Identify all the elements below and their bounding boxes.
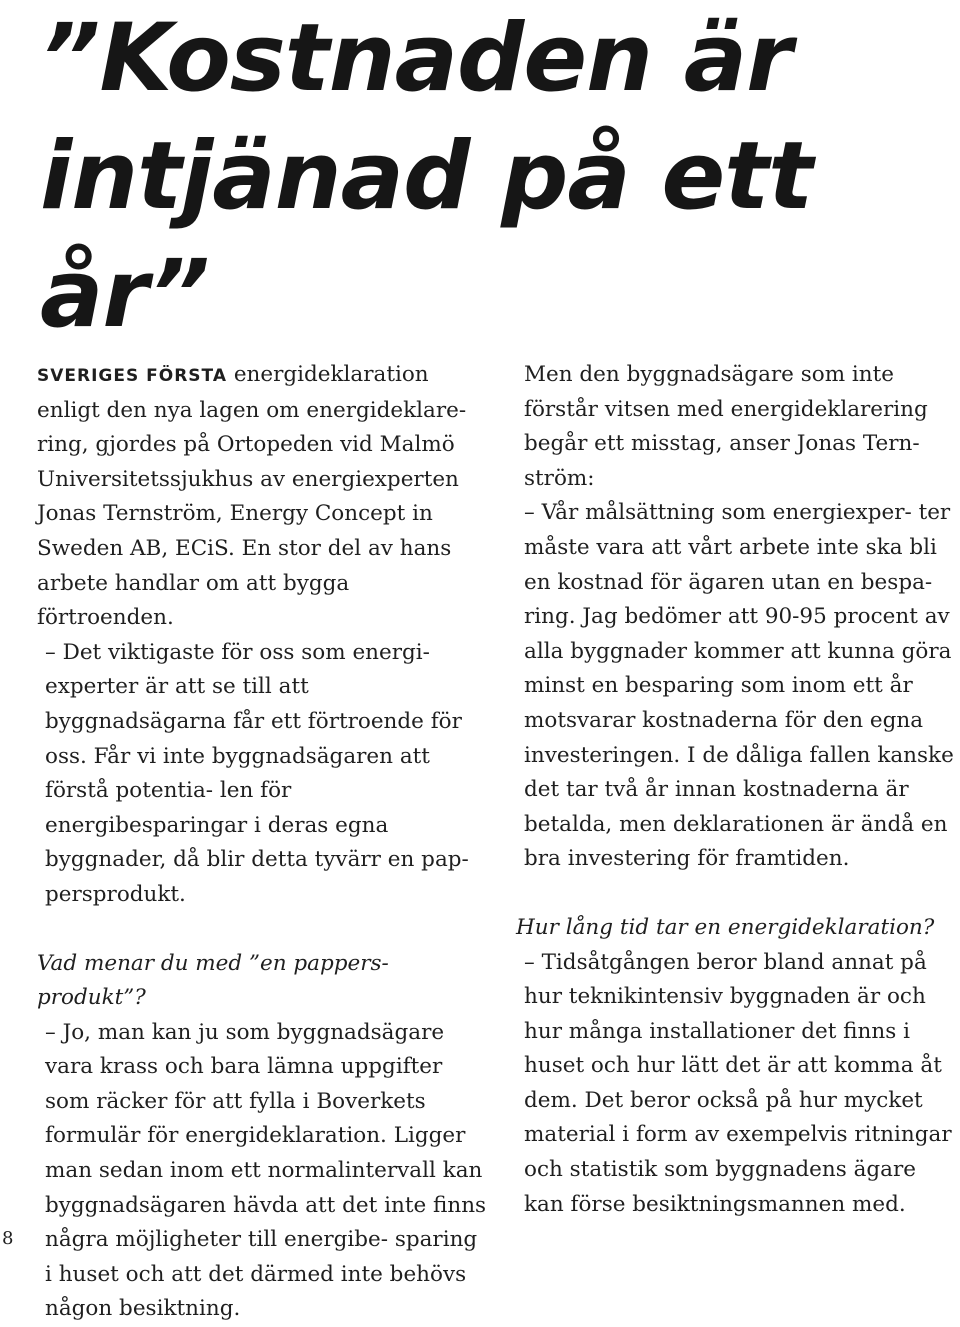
answer-paragraph-1: – Jo, man kan ju som byggnadsägare vara krass och bara lämna uppgifter som räcker för att fylla i Boverkets formulär för energideklaration. Ligger man sedan inom ett normalintervall kan byggnadsägaren hävda att det inte finns några möjligheter till energibe- sparing i huset och att det därmed inte behövs någon besiktning. — [45, 1019, 487, 1322]
left-column — [37, 358, 487, 1327]
headline-line-2: intjänad på ett år” — [40, 122, 813, 349]
lead-in: SVERIGES FÖRSTA — [37, 366, 227, 386]
interview-question-2: Hur lång tid tar en energideklaration? — [516, 914, 935, 940]
right-paragraph-1: Men den byggnadsägare som inte förstår vitsen med energideklarering begår ett misstag, anser Jonas Tern- ström: — [524, 362, 928, 491]
intro-paragraph — [37, 358, 487, 636]
page-headline — [40, 0, 940, 354]
intro-text: energideklaration enligt den nya lagen om energideklare- ring, gjordes på Ortopeden vid Malmö Universitetssjukhus av energiexperten Jonas Ternström, Energy Concept in Sweden AB, ECiS. En stor del av hans arbete handlar om att bygga förtroenden. — [37, 362, 467, 631]
right-column — [516, 358, 956, 1222]
interview-question-1: Vad menar du med ”en pappers- produkt”? — [37, 950, 389, 1011]
quote-paragraph-2: – Vår målsättning som energiexper- ter måste vara att vårt arbete inte ska bli en kostnad för ägaren utan en bespa- ring. Jag bedömer att 90-95 procent av alla byggnader kommer att kunna göra minst en besparing som inom ett år motsvarar kostnaderna för den egna investeringen. I de dåliga fallen kanske det tar två år innan kostnaderna är betalda, men deklarationen är ändå en bra investering för framtiden. — [524, 500, 954, 872]
headline-line-1: ”Kostnaden är — [40, 4, 792, 113]
page-number: 8 — [2, 1228, 14, 1249]
quote-paragraph-1: – Det viktigaste för oss som energi- experter är att se till att byggnadsägarna får ett förtroende för oss. Får vi inte byggnadsägaren att förstå potentia- len för energibesparingar i deras egna byggnader, då blir detta tyvärr en pap- persprodukt. — [45, 639, 469, 907]
answer-paragraph-2: – Tidsåtgången beror bland annat på hur teknikintensiv byggnaden är och hur många installationer det finns i huset och hur lätt det är att komma åt dem. Det beror också på hur mycket material i form av exempelvis ritningar och statistik som byggnadens ägare kan förse besiktningsmannen med. — [524, 949, 952, 1217]
